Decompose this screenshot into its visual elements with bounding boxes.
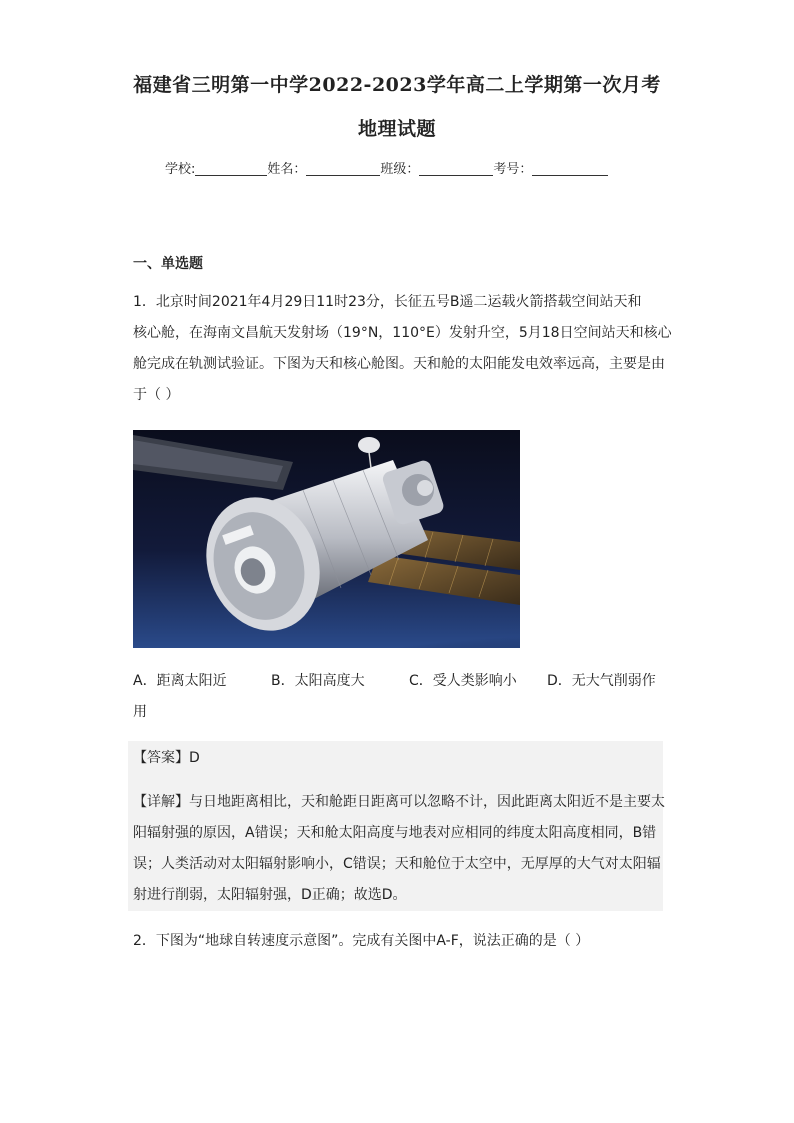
explanation-line: 误；人类活动对太阳辐射影响小，C错误；天和舱位于太空中，无厚厚的大气对太阳辐 <box>133 856 661 872</box>
school-blank <box>195 161 267 176</box>
explanation-line: 射进行削弱，太阳辐射强，D正确；故选D。 <box>133 887 407 903</box>
option-d-wrap: 用 <box>133 704 147 720</box>
question-1-line: 核心舱，在海南文昌航天发射场（19°N，110°E）发射升空，5月18日空间站天和核心 <box>133 325 672 341</box>
answer-line <box>133 743 663 774</box>
option-b[interactable]: B．太阳高度大 <box>271 673 365 689</box>
number-label: 考号： <box>493 162 533 177</box>
section-heading: 一、单选题 <box>133 256 203 272</box>
class-label: 班级： <box>380 162 420 177</box>
class-blank <box>419 161 493 176</box>
student-info-row <box>165 158 608 177</box>
question-1-line: 1．北京时间2021年4月29日11时23分，长征五号B遥二运载火箭搭载空间站天和 <box>133 294 642 310</box>
doc-title-line1: 福建省三明第一中学2022-2023学年高二上学期第一次月考 <box>133 74 661 96</box>
answer-text: 【答案】D <box>133 750 200 766</box>
explanation-line: 阳辐射强的原因，A错误；天和舱太阳高度与地表对应相同的纬度太阳高度相同，B错 <box>133 825 657 841</box>
option-c[interactable]: C．受人类影响小 <box>409 673 517 689</box>
explanation <box>133 787 663 911</box>
doc-title-line2: 地理试题 <box>357 118 436 140</box>
question-2-text: 2．下图为“地球自转速度示意图”。完成有关图中A-F，说法正确的是（ ） <box>133 933 590 949</box>
question-1-line: 舱完成在轨测试验证。下图为天和核心舱图。天和舱的太阳能发电效率远高，主要是由 <box>133 356 665 372</box>
question-2-stem <box>133 926 663 957</box>
space-station-image <box>133 430 520 648</box>
option-a[interactable]: A．距离太阳近 <box>133 673 227 689</box>
name-label: 姓名： <box>267 162 307 177</box>
explanation-line: 【详解】与日地距离相比，天和舱距日距离可以忽略不计，因此距离太阳近不是主要太 <box>133 794 665 810</box>
question-1-stem <box>133 287 672 411</box>
option-d[interactable]: D．无大气削弱作 <box>547 673 656 689</box>
number-blank <box>532 161 608 176</box>
school-label: 学校: <box>165 162 196 177</box>
question-1-line: 于（ ） <box>133 387 180 403</box>
name-blank <box>306 161 380 176</box>
